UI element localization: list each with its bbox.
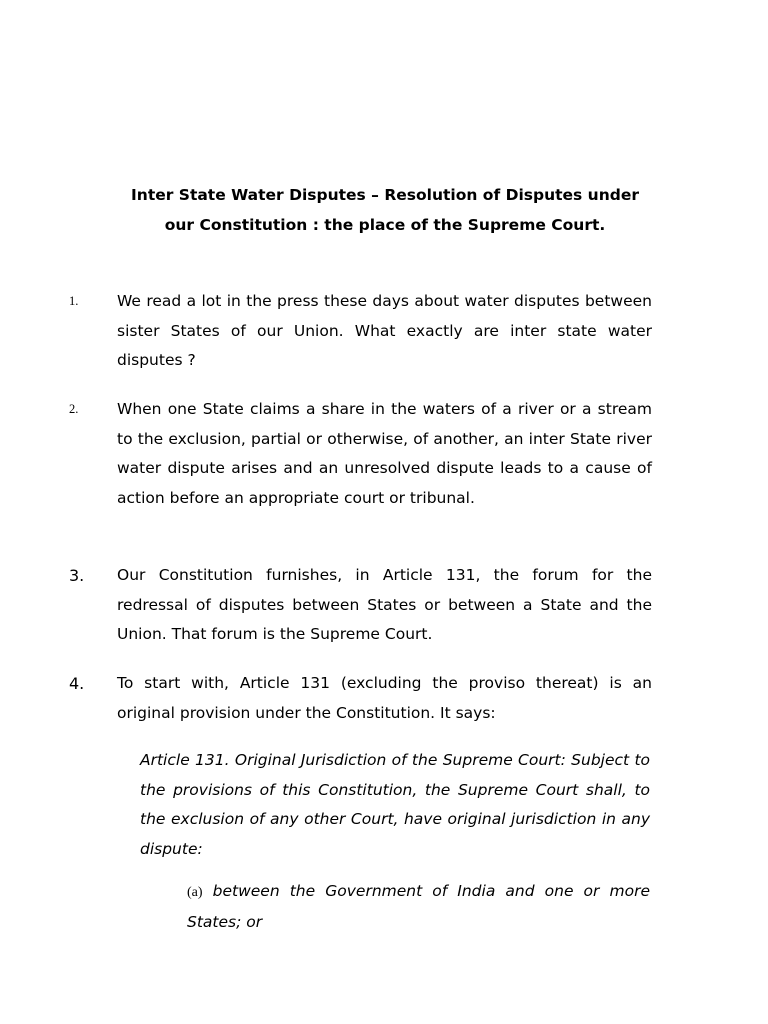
paragraph-number: 1. [69,294,79,308]
paragraph-number: 2. [69,402,79,416]
paragraph-1 [69,287,652,376]
paragraph-text: We read a lot in the press these days about water disputes between sister States of our Union. What exactly are inter state water disputes ? [117,292,652,369]
paragraph-number: 3. [69,566,85,585]
paragraph-text: When one State claims a share in the waters of a river or a stream to the exclusion, partial or otherwise, of another, an inter State river water dispute arises and an unresolved dispute leads to a cause of action before an appropriate court or tribunal. [117,400,652,507]
document-title: Inter State Water Disputes – Resolution of Disputes under our Constitution : the place of the Supreme Court. [131,186,639,234]
paragraph-number: 4. [69,674,85,693]
subclause-label: (a) [187,885,203,900]
paragraph-2 [69,395,652,513]
paragraph-4 [69,669,652,728]
subclause-text: between the Government of India and one or more States; or [187,882,650,931]
paragraph-text: Our Constitution furnishes, in Article 131, the forum for the redressal of disputes between States or between a State and the Union. That forum is the Supreme Court. [117,566,652,643]
article-subclause [187,877,650,937]
article-quote: Article 131. Original Jurisdiction of the Supreme Court: Subject to the provisions of this Constitution, the Supreme Court shall, to the exclusion of any other Court, have original jurisdiction in any dispute: [140,751,650,858]
paragraph-3 [69,561,652,650]
paragraph-text: To start with, Article 131 (excluding the proviso thereat) is an original provision under the Constitution. It says: [117,674,652,722]
